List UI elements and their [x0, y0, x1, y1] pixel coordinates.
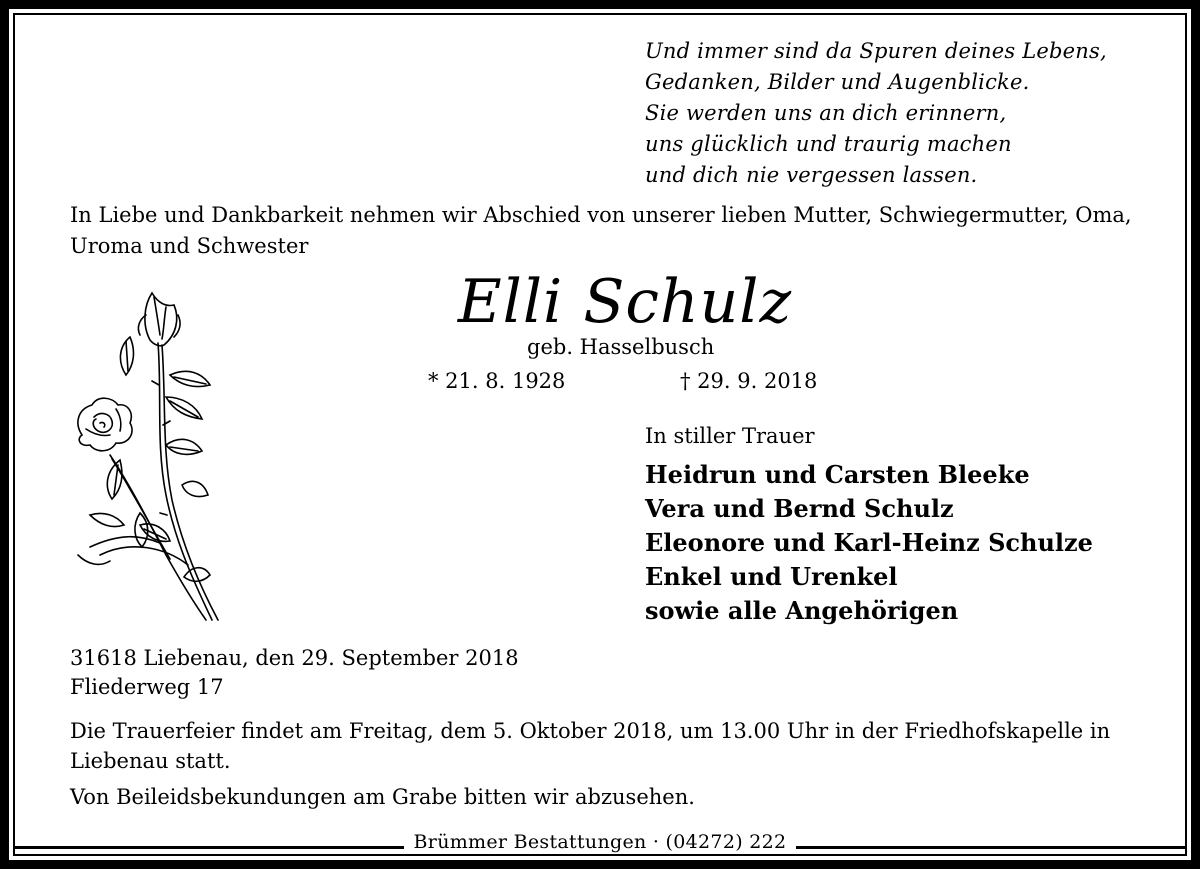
- funeral-home: Brümmer Bestattungen · (04272) 222: [404, 831, 797, 853]
- condolence-text: Von Beileidsbekundungen am Grabe bitten wir abzusehen.: [70, 785, 695, 809]
- death-date: † 29. 9. 2018: [680, 369, 818, 393]
- place-date: 31618 Liebenau, den 29. September 2018: [70, 646, 519, 670]
- intro-text: In Liebe und Dankbarkeit nehmen wir Abschied von unserer lieben Mutter, Schwiegermutter, Oma, Uroma und Schwester: [70, 203, 1132, 258]
- poem-line: Gedanken, Bilder und Augenblicke.: [645, 70, 1030, 94]
- poem-line: Und immer sind da Spuren deines Lebens,: [645, 39, 1107, 63]
- mourning-label: In stiller Trauer: [645, 424, 815, 448]
- maiden-name: geb. Hasselbusch: [527, 335, 715, 359]
- poem-line: uns glücklich und traurig machen: [645, 132, 1012, 156]
- mourner-name: Vera und Bernd Schulz: [645, 494, 954, 523]
- address-block: [70, 644, 519, 702]
- street-address: Fliederweg 17: [70, 675, 224, 699]
- mourner-name: Enkel und Urenkel: [645, 562, 898, 591]
- poem-line: und dich nie vergessen lassen.: [645, 163, 978, 187]
- rose-icon: [70, 285, 230, 630]
- mourners-list: [645, 458, 1093, 628]
- footer: [0, 831, 1200, 853]
- mourner-name: Eleonore und Karl-Heinz Schulze: [645, 528, 1093, 557]
- poem-line: Sie werden uns an dich erinnern,: [645, 101, 1007, 125]
- mourner-name: Heidrun und Carsten Bleeke: [645, 460, 1030, 489]
- birth-date: * 21. 8. 1928: [428, 369, 566, 393]
- poem: [645, 36, 1107, 191]
- deceased-name: Elli Schulz: [457, 267, 793, 337]
- mourner-name: sowie alle Angehörigen: [645, 596, 959, 625]
- service-text: Die Trauerfeier findet am Freitag, dem 5. Oktober 2018, um 13.00 Uhr in der Friedhofskapelle in Liebenau statt.: [70, 719, 1111, 773]
